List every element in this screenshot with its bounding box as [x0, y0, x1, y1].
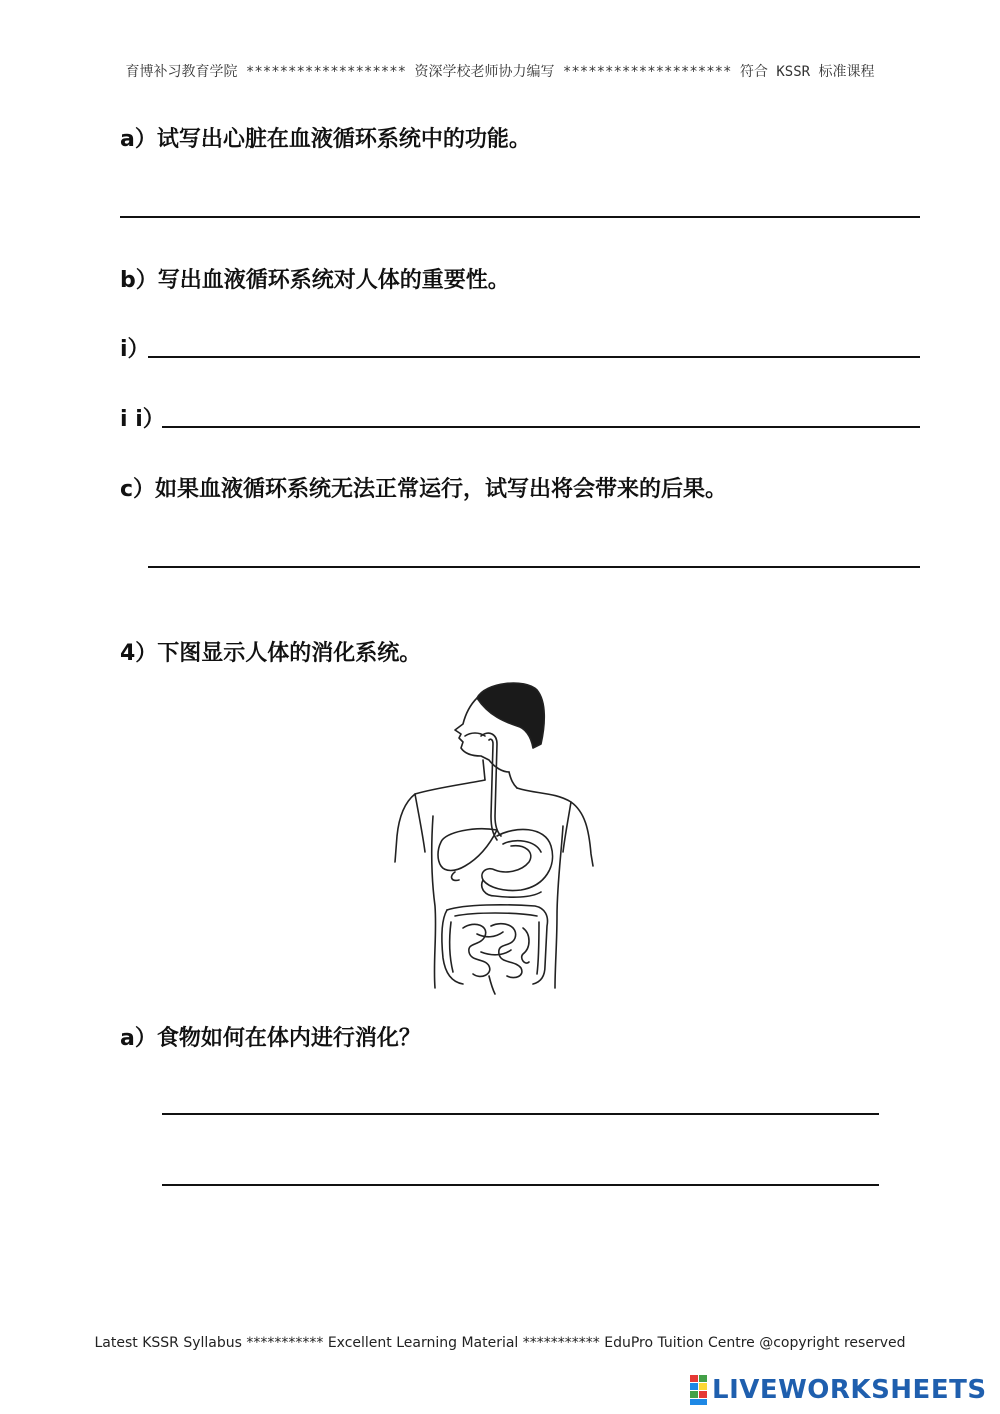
question-3b-ii-label: i i）: [120, 407, 165, 432]
page-header: 育博补习教育学院 ******************* 资深学校老师协力编写 ******************** 符合 KSSR 标准课程: [125, 64, 875, 80]
question-3c: c）如果血液循环系统无法正常运行，试写出将会带来的后果。: [120, 477, 728, 502]
question-3a: a）试写出心脏在血液循环系统中的功能。: [120, 127, 531, 152]
liveworksheets-wordmark: LIVEWORKSHEETS: [712, 1375, 987, 1405]
answer-line-3a[interactable]: [120, 216, 920, 218]
question-4a: a）食物如何在体内进行消化？: [120, 1026, 421, 1051]
answer-line-4a-2[interactable]: [162, 1184, 879, 1186]
liveworksheets-logo-icon: [690, 1375, 708, 1405]
liveworksheets-brand[interactable]: [690, 1372, 987, 1408]
question-3b: b）写出血液循环系统对人体的重要性。: [120, 268, 510, 293]
answer-line-3b-i[interactable]: [148, 356, 920, 358]
answer-line-3c[interactable]: [148, 566, 920, 568]
page-footer: Latest KSSR Syllabus *********** Excellent Learning Material *********** EduPro Tuition Centre @copyright reserved: [94, 1335, 906, 1351]
question-3b-i-label: i）: [120, 337, 150, 362]
digestive-system-illustration: [385, 676, 605, 996]
question-4: 4）下图显示人体的消化系统。: [120, 641, 422, 666]
answer-line-3b-ii[interactable]: [162, 426, 920, 428]
answer-line-4a-1[interactable]: [162, 1113, 879, 1115]
